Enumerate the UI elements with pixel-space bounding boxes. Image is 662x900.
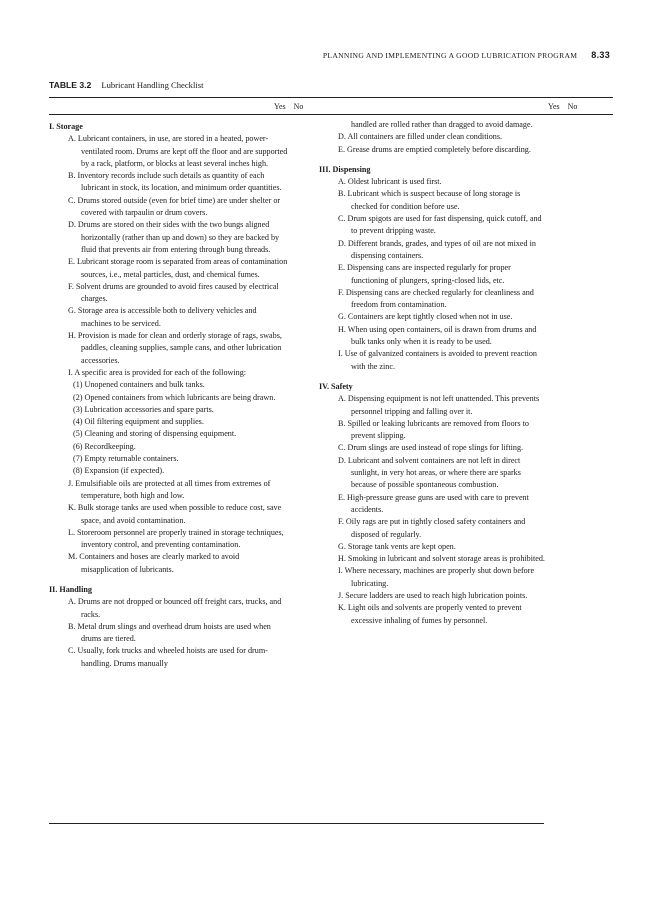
checklist-item: H. Provision is made for clean and orderly storage of rags, swabs, paddles, cleaning supplies, sample cans, and other lubrication accessories.: [68, 331, 282, 365]
checklist-item: B. Spilled or leaking lubricants are removed from floors to prevent slipping.: [338, 418, 529, 441]
left-column: [49, 121, 289, 670]
section-title-storage: I. Storage: [49, 122, 83, 131]
checklist-item-continued: handled are rolled rather than dragged to avoid damage.: [351, 120, 533, 129]
checklist-item: C. Drums stored outside (even for brief time) are under shelter or covered with tarpaulin or drum covers.: [68, 195, 281, 218]
table-title: Lubricant Handling Checklist: [101, 80, 204, 90]
table-bottom-rule: [49, 823, 544, 824]
checklist-item: I. A specific area is provided for each of the following:: [68, 367, 247, 377]
table-label: TABLE 3.2: [49, 80, 92, 90]
no-label: No: [293, 102, 304, 111]
yes-no-header-left: [274, 102, 303, 111]
checklist-item: F. Solvent drums are grounded to avoid fires caused by electrical charges.: [68, 281, 279, 304]
checklist-item: E. Lubricant storage room is separated from areas of contamination sources, i.e., metal particles, dust, and chemical fumes.: [68, 257, 288, 279]
checklist-item: J. Secure ladders are used to reach high lubrication points.: [338, 590, 528, 600]
no-label: No: [567, 102, 578, 111]
checklist-subitem: (8) Expansion (if expected).: [73, 466, 165, 476]
checklist-item: K. Bulk storage tanks are used when possible to reduce cost, save space, and avoid contamination.: [68, 503, 282, 525]
checklist-item: D. Different brands, grades, and types of oil are not mixed in dispensing containers.: [338, 238, 536, 260]
checklist-item: H. When using open containers, oil is drawn from drums and bulk tanks only when it is ready to be used.: [338, 324, 537, 347]
checklist-item: G. Storage tank vents are kept open.: [338, 541, 456, 551]
checklist-item: F. Dispensing cans are checked regularly for cleanliness and freedom from contamination.: [338, 287, 534, 310]
checklist-item: J. Emulsifiable oils are protected at all times from extremes of temperature, both high and low.: [68, 478, 271, 500]
checklist-subitem: (4) Oil filtering equipment and supplies.: [73, 417, 204, 427]
checklist-item: A. Drums are not dropped or bounced off freight cars, trucks, and racks.: [68, 597, 282, 619]
checklist-item: H. Smoking in lubricant and solvent storage areas is prohibited.: [338, 554, 545, 564]
checklist-subitem: (7) Empty returnable containers.: [73, 454, 179, 464]
checklist-item: C. Usually, fork trucks and wheeled hoists are used for drum-handling. Drums manually: [68, 646, 268, 668]
section-title-safety: IV. Safety: [319, 381, 353, 391]
checklist-subitem: (6) Recordkeeping.: [73, 441, 136, 451]
table-top-rule: [49, 97, 613, 98]
checklist-item: G. Containers are kept tightly closed when not in use.: [338, 312, 513, 322]
checklist-item: A. Dispensing equipment is not left unattended. This prevents personnel tripping and falling over it.: [338, 394, 540, 416]
checklist-item: E. Grease drums are emptied completely before discarding.: [338, 144, 531, 154]
checklist-item: D. Drums are stored on their sides with the two bungs aligned horizontally (rather than up and down) so they are backed by fluid that prevents air from entering through bung threads.: [68, 220, 280, 254]
section-title-dispensing: III. Dispensing: [319, 164, 371, 174]
checklist-item: I. Where necessary, machines are properly shut down before lubricating.: [338, 566, 535, 588]
table-caption: [49, 80, 204, 90]
checklist-subitem: (5) Cleaning and storing of dispensing equipment.: [73, 429, 237, 439]
yes-label: Yes: [548, 102, 560, 111]
checklist-item: G. Storage area is accessible both to delivery vehicles and machines to be serviced.: [68, 306, 257, 328]
checklist-item: I. Use of galvanized containers is avoided to prevent reaction with the zinc.: [338, 349, 537, 371]
right-column: [319, 119, 547, 627]
page-number: 8.33: [591, 50, 610, 60]
checklist-item: M. Containers and hoses are clearly marked to avoid misapplication of lubricants.: [68, 552, 240, 574]
checklist-item: B. Metal drum slings and overhead drum hoists are used when drums are tiered.: [68, 621, 271, 644]
running-head: [323, 50, 610, 60]
running-head-title: PLANNING AND IMPLEMENTING A GOOD LUBRICATION PROGRAM: [322, 51, 578, 60]
section-title-handling: II. Handling: [49, 584, 92, 594]
checklist-item: F. Oily rags are put in tightly closed safety containers and disposed of regularly.: [338, 517, 526, 539]
checklist-item: D. All containers are filled under clean conditions.: [338, 132, 503, 142]
checklist-item: K. Light oils and solvents are properly vented to prevent excessive inhaling of fumes by personnel.: [338, 603, 522, 625]
checklist-subitem: (2) Opened containers from which lubricants are being drawn.: [73, 392, 276, 402]
checklist-subitem: (1) Unopened containers and bulk tanks.: [73, 380, 205, 390]
checklist-item: B. Lubricant which is suspect because of long storage is checked for condition before use.: [338, 189, 521, 211]
checklist-subitem: (3) Lubrication accessories and spare parts.: [73, 404, 214, 414]
checklist-item: E. Dispensing cans are inspected regularly for proper functioning of plungers, spring-closed lids, etc.: [338, 263, 511, 285]
checklist-item: A. Lubricant containers, in use, are stored in a heated, power-ventilated room. Drums are kept off the floor and are supported by a rack, platform, or blocks at least several inches high.: [68, 134, 288, 168]
yes-no-header-right: [548, 102, 577, 111]
table-header-rule: [49, 114, 613, 115]
checklist-item: E. High-pressure grease guns are used with care to prevent accidents.: [338, 492, 529, 514]
checklist-item: C. Drum spigots are used for fast dispensing, quick cutoff, and to prevent dripping waste.: [338, 214, 542, 236]
checklist-item: L. Storeroom personnel are properly trained in storage techniques, inventory control, and preventing contamination.: [68, 527, 284, 550]
checklist-item: D. Lubricant and solvent containers are not left in direct sunlight, in very hot areas, or where there are sparks because of possible spontaneous combustion.: [338, 455, 521, 490]
yes-label: Yes: [274, 102, 286, 111]
checklist-item: A. Oldest lubricant is used first.: [338, 177, 442, 187]
checklist-item: C. Drum slings are used instead of rope slings for lifting.: [338, 443, 524, 453]
checklist-item: B. Inventory records include such details as quantity of each lubricant in stock, its location, and minimum order quantities.: [68, 171, 282, 193]
